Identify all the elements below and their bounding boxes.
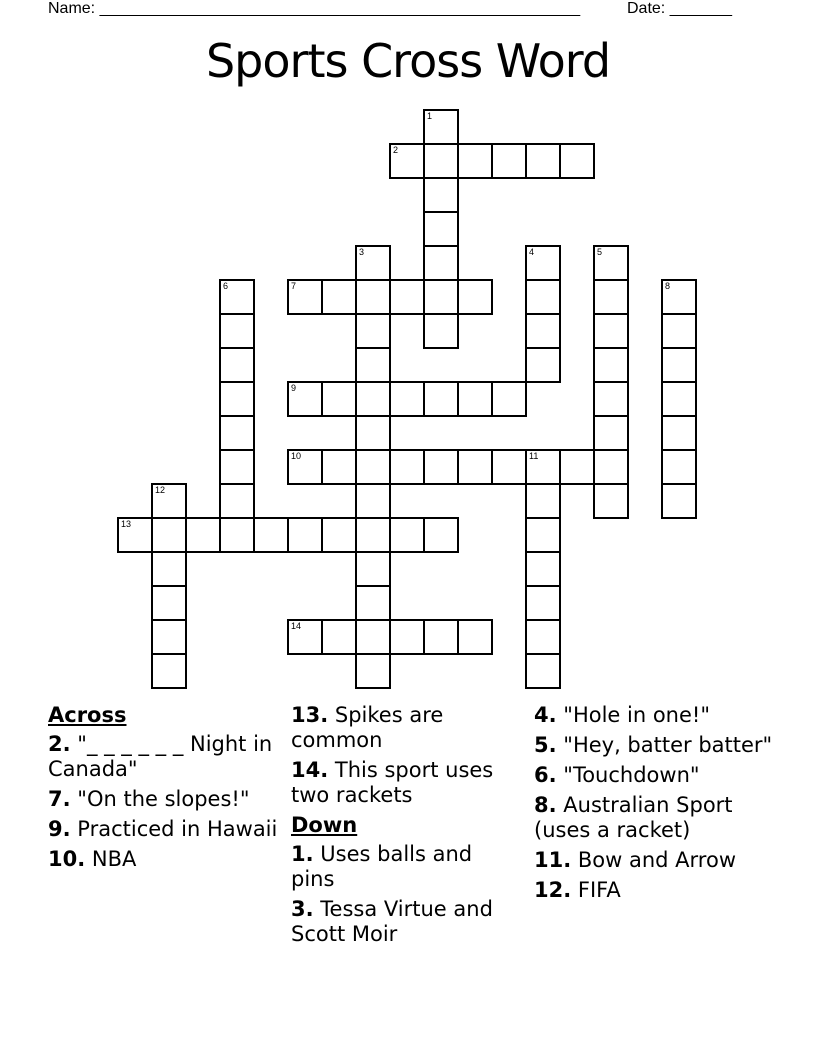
- clue-number: 12: [155, 485, 166, 495]
- grid-cell[interactable]: [185, 517, 221, 553]
- name-field[interactable]: Name: ______________________________________________________: [48, 0, 581, 17]
- grid-cell[interactable]: [151, 653, 187, 689]
- grid-cell[interactable]: [423, 313, 459, 349]
- grid-cell[interactable]: [457, 619, 493, 655]
- grid-cell[interactable]: [117, 517, 153, 553]
- grid-cell[interactable]: [355, 619, 391, 655]
- grid-cell[interactable]: [287, 517, 323, 553]
- grid-cell[interactable]: [457, 279, 493, 315]
- grid-cell[interactable]: [593, 279, 629, 315]
- grid-cell[interactable]: [593, 381, 629, 417]
- clue-number: 1: [427, 111, 433, 121]
- grid-cell[interactable]: [491, 449, 527, 485]
- clue-across-13: 13. Spikes are common: [291, 703, 444, 752]
- grid-cell[interactable]: [355, 245, 391, 281]
- grid-cell[interactable]: [491, 381, 527, 417]
- clue-down-12: 12. FIFA: [534, 878, 621, 902]
- grid-cell[interactable]: [525, 143, 561, 179]
- grid-cell[interactable]: [457, 143, 493, 179]
- grid-cell[interactable]: [287, 619, 323, 655]
- clue-number: 7: [291, 281, 297, 291]
- grid-cell[interactable]: [151, 551, 187, 587]
- clue-down-1: 1. Uses balls and pins: [291, 842, 473, 891]
- clue-down-11: 11. Bow and Arrow: [534, 848, 737, 872]
- down-heading: Down: [291, 813, 358, 837]
- grid-cell[interactable]: [219, 483, 255, 519]
- grid-cell[interactable]: [525, 585, 561, 621]
- across-heading: Across: [48, 703, 127, 727]
- grid-cell[interactable]: [389, 517, 425, 553]
- clue-number: 2: [393, 145, 399, 155]
- grid-cell[interactable]: [423, 279, 459, 315]
- grid-cell[interactable]: [661, 313, 697, 349]
- grid-cell[interactable]: [355, 449, 391, 485]
- clue-number: 11: [529, 451, 539, 461]
- grid-cell[interactable]: [219, 347, 255, 383]
- grid-cell[interactable]: [661, 347, 697, 383]
- grid-cell[interactable]: [219, 415, 255, 451]
- grid-cell[interactable]: [355, 313, 391, 349]
- clue-across-10: 10. NBA: [48, 847, 137, 871]
- grid-cell[interactable]: [661, 279, 697, 315]
- clue-down-5: 5. "Hey, batter batter": [534, 733, 773, 757]
- grid-cell[interactable]: [525, 483, 561, 519]
- grid-cell[interactable]: [423, 619, 459, 655]
- grid-cell[interactable]: [355, 381, 391, 417]
- grid-cell[interactable]: [593, 347, 629, 383]
- grid-cell[interactable]: [423, 449, 459, 485]
- grid-cell[interactable]: [661, 449, 697, 485]
- grid-cell[interactable]: [661, 381, 697, 417]
- clue-number: 5: [597, 247, 603, 257]
- clue-number: 8: [665, 281, 671, 291]
- grid-cell[interactable]: [389, 619, 425, 655]
- clues-column-3: [534, 703, 774, 908]
- date-field[interactable]: Date: _______: [627, 0, 732, 17]
- grid-cell[interactable]: [559, 143, 595, 179]
- grid-cell[interactable]: [423, 143, 459, 179]
- clue-down-8: 8. Australian Sport (uses a racket): [534, 793, 733, 842]
- clues-column-2: [291, 703, 516, 952]
- clues-column-1: [48, 703, 288, 877]
- grid-cell[interactable]: [355, 483, 391, 519]
- grid-cell[interactable]: [321, 619, 357, 655]
- grid-cell[interactable]: [525, 449, 561, 485]
- grid-cell[interactable]: [355, 653, 391, 689]
- clue-down-6: 6. "Touchdown": [534, 763, 700, 787]
- grid-cell[interactable]: [423, 381, 459, 417]
- grid-cell[interactable]: [253, 517, 289, 553]
- clue-across-9: 9. Practiced in Hawaii: [48, 817, 278, 841]
- grid-cell[interactable]: [457, 449, 493, 485]
- grid-cell[interactable]: [525, 551, 561, 587]
- grid-cell[interactable]: [151, 483, 187, 519]
- clue-number: 13: [121, 519, 132, 529]
- clue-number: 14: [291, 621, 302, 631]
- grid-cell[interactable]: [457, 381, 493, 417]
- grid-cell[interactable]: [423, 109, 459, 145]
- grid-cell[interactable]: [355, 279, 391, 315]
- grid-cell[interactable]: [661, 415, 697, 451]
- grid-cell[interactable]: [525, 347, 561, 383]
- grid-cell[interactable]: [389, 279, 425, 315]
- grid-cell[interactable]: [593, 245, 629, 281]
- grid-cell[interactable]: [151, 619, 187, 655]
- grid-cell[interactable]: [593, 483, 629, 519]
- grid-cell[interactable]: [355, 551, 391, 587]
- clue-number: 9: [291, 383, 297, 393]
- grid-cell[interactable]: [355, 517, 391, 553]
- clue-number: 4: [529, 247, 535, 257]
- grid-cell[interactable]: [287, 381, 323, 417]
- grid-cell[interactable]: [525, 245, 561, 281]
- grid-cell[interactable]: [355, 347, 391, 383]
- grid-cell[interactable]: [423, 211, 459, 247]
- grid-cell[interactable]: [219, 313, 255, 349]
- grid-cell[interactable]: [321, 449, 357, 485]
- grid-cell[interactable]: [287, 449, 323, 485]
- grid-cell[interactable]: [525, 517, 561, 553]
- grid-cell[interactable]: [593, 449, 629, 485]
- grid-cell[interactable]: [661, 483, 697, 519]
- clue-down-3: 3. Tessa Virtue and Scott Moir: [291, 897, 493, 946]
- grid-cell[interactable]: [423, 245, 459, 281]
- grid-cell[interactable]: [593, 415, 629, 451]
- grid-cell[interactable]: [219, 279, 255, 315]
- clue-across-2: 2. "_ _ _ _ _ _ Night in Canada": [48, 732, 273, 781]
- grid-cell[interactable]: [593, 313, 629, 349]
- clue-down-4: 4. "Hole in one!": [534, 703, 710, 727]
- grid-cell[interactable]: [219, 381, 255, 417]
- grid-cell[interactable]: [151, 517, 187, 553]
- grid-cell[interactable]: [389, 381, 425, 417]
- grid-cell[interactable]: [525, 279, 561, 315]
- clue-number: 10: [291, 451, 302, 461]
- grid-cell[interactable]: [525, 313, 561, 349]
- grid-cell[interactable]: [355, 415, 391, 451]
- grid-cell[interactable]: [423, 177, 459, 213]
- clue-number: 6: [223, 281, 229, 291]
- grid-cell[interactable]: [219, 517, 255, 553]
- grid-cell[interactable]: [525, 653, 561, 689]
- grid-cell[interactable]: [423, 517, 459, 553]
- grid-cell[interactable]: [151, 585, 187, 621]
- grid-cell[interactable]: [321, 381, 357, 417]
- clue-across-14: 14. This sport uses two rackets: [291, 758, 494, 807]
- grid-cell[interactable]: [321, 517, 357, 553]
- grid-cell[interactable]: [219, 449, 255, 485]
- grid-cell[interactable]: [559, 449, 595, 485]
- grid-cell[interactable]: [525, 619, 561, 655]
- grid-cell[interactable]: [491, 143, 527, 179]
- clue-number: 3: [359, 247, 365, 257]
- grid-cell[interactable]: [389, 449, 425, 485]
- clue-across-7: 7. "On the slopes!": [48, 787, 250, 811]
- grid-cell[interactable]: [355, 585, 391, 621]
- page-title: Sports Cross Word: [205, 34, 611, 88]
- grid-cell[interactable]: [287, 279, 323, 315]
- grid-cell[interactable]: [321, 279, 357, 315]
- grid-cell[interactable]: [389, 143, 425, 179]
